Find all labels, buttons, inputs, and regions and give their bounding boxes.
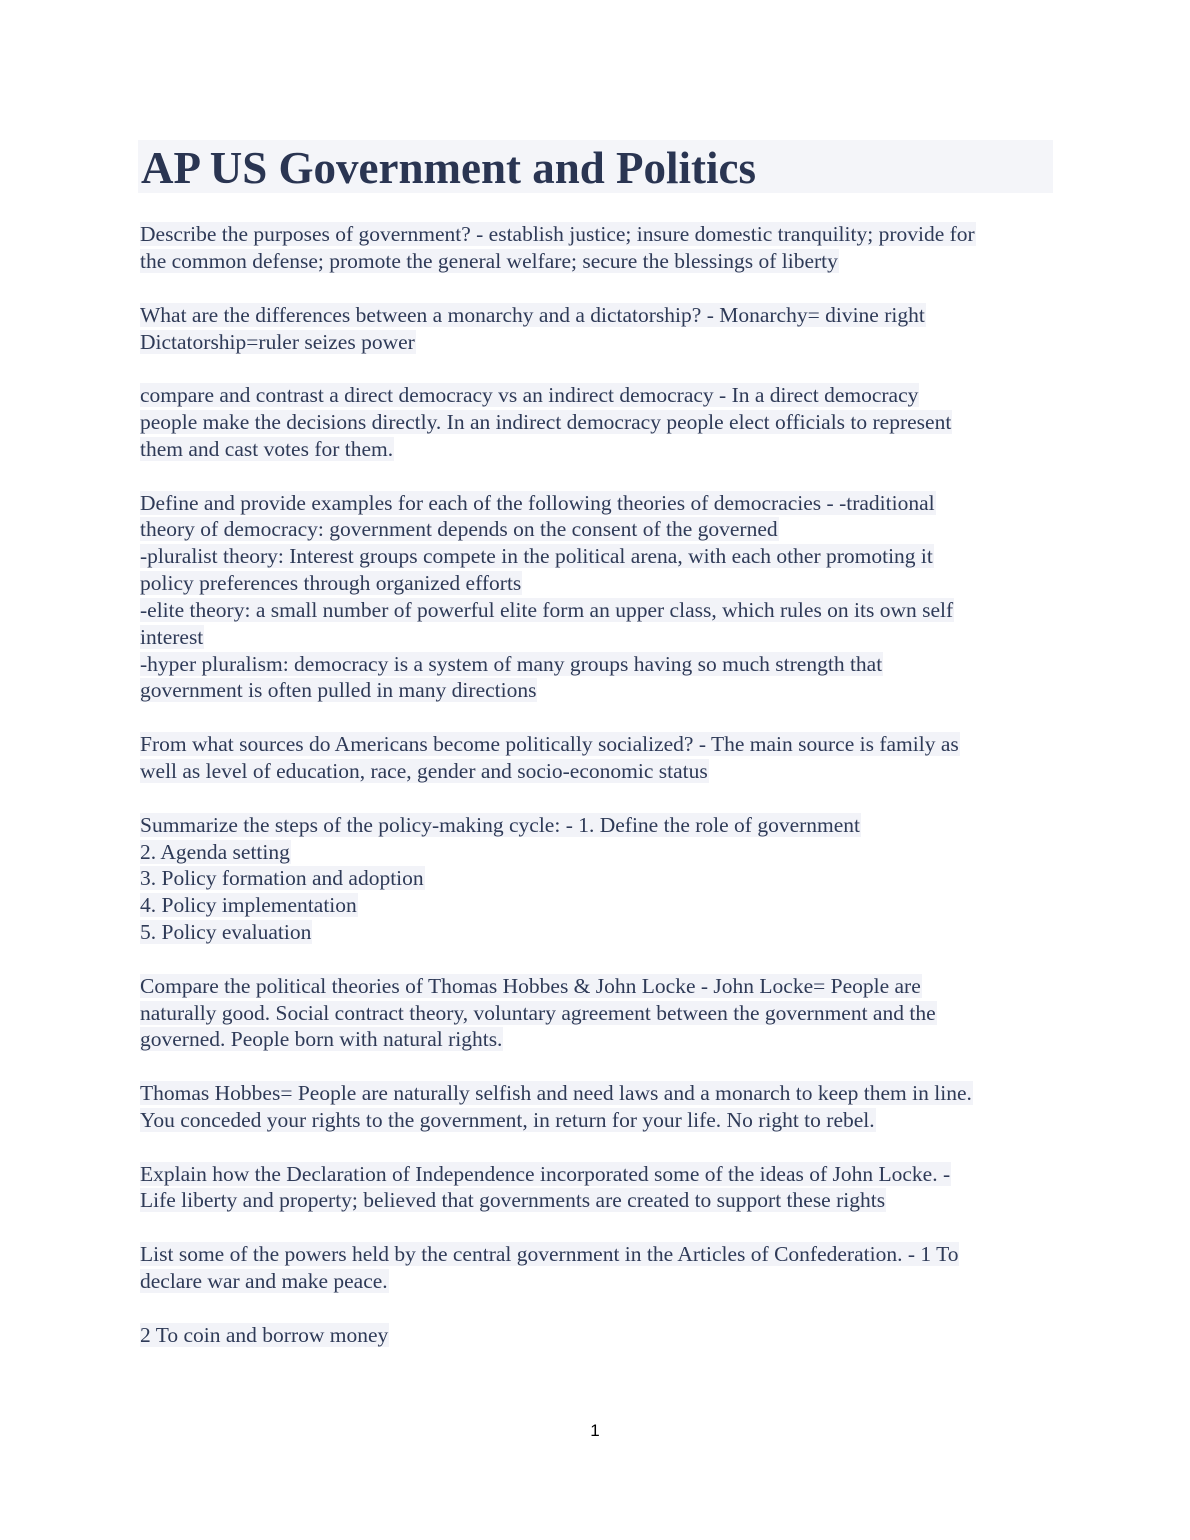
text-line: people make the decisions directly. In an indirect democracy people elect officials to represent	[140, 410, 952, 434]
text-line: -elite theory: a small number of powerful elite form an upper class, which rules on its own self	[140, 598, 954, 622]
page-number: 1	[590, 1421, 600, 1440]
text-line: government is often pulled in many directions	[140, 678, 537, 702]
text-line: What are the differences between a monarchy and a dictatorship? - Monarchy= divine right	[140, 303, 925, 327]
text-line: -pluralist theory: Interest groups compete in the political arena, with each other promoting it	[140, 544, 933, 568]
text-line: Explain how the Declaration of Independence incorporated some of the ideas of John Locke. -	[140, 1162, 951, 1186]
text-line: governed. People born with natural rights.	[140, 1027, 503, 1051]
text-line: naturally good. Social contract theory, voluntary agreement between the government and the	[140, 1001, 936, 1025]
text-line: the common defense; promote the general welfare; secure the blessings of liberty	[140, 249, 838, 273]
text-line: them and cast votes for them.	[140, 437, 394, 461]
text-line: compare and contrast a direct democracy vs an indirect democracy - In a direct democracy	[140, 383, 919, 407]
text-line: Describe the purposes of government? - establish justice; insure domestic tranquility; provide for	[140, 222, 975, 246]
document-title: AP US Government and Politics	[141, 143, 756, 193]
text-line: 4. Policy implementation	[140, 893, 357, 917]
text-line: Summarize the steps of the policy-making cycle: - 1. Define the role of government	[140, 813, 861, 837]
text-line: 2 To coin and borrow money	[140, 1323, 389, 1347]
text-line: You conceded your rights to the government, in return for your life. No right to rebel.	[140, 1108, 875, 1132]
text-line: 2. Agenda setting	[140, 840, 290, 864]
text-line: 5. Policy evaluation	[140, 920, 312, 944]
text-line: well as level of education, race, gender and socio-economic status	[140, 759, 708, 783]
text-line: -hyper pluralism: democracy is a system of many groups having so much strength that	[140, 652, 883, 676]
text-line: Dictatorship=ruler seizes power	[140, 330, 415, 354]
text-line: interest	[140, 625, 204, 649]
text-line: Thomas Hobbes= People are naturally selfish and need laws and a monarch to keep them in line.	[140, 1081, 972, 1105]
text-line: Define and provide examples for each of the following theories of democracies - -traditional	[140, 491, 935, 515]
text-line: policy preferences through organized efforts	[140, 571, 522, 595]
text-line: List some of the powers held by the central government in the Articles of Confederation. - 1 To	[140, 1242, 959, 1266]
text-line: 3. Policy formation and adoption	[140, 866, 424, 890]
text-line: theory of democracy: government depends on the consent of the governed	[140, 517, 778, 541]
text-line: Compare the political theories of Thomas Hobbes & John Locke - John Locke= People are	[140, 974, 921, 998]
text-line: Life liberty and property; believed that governments are created to support these rights	[140, 1188, 886, 1212]
text-line: declare war and make peace.	[140, 1269, 388, 1293]
text-line: From what sources do Americans become politically socialized? - The main source is family as	[140, 732, 959, 756]
